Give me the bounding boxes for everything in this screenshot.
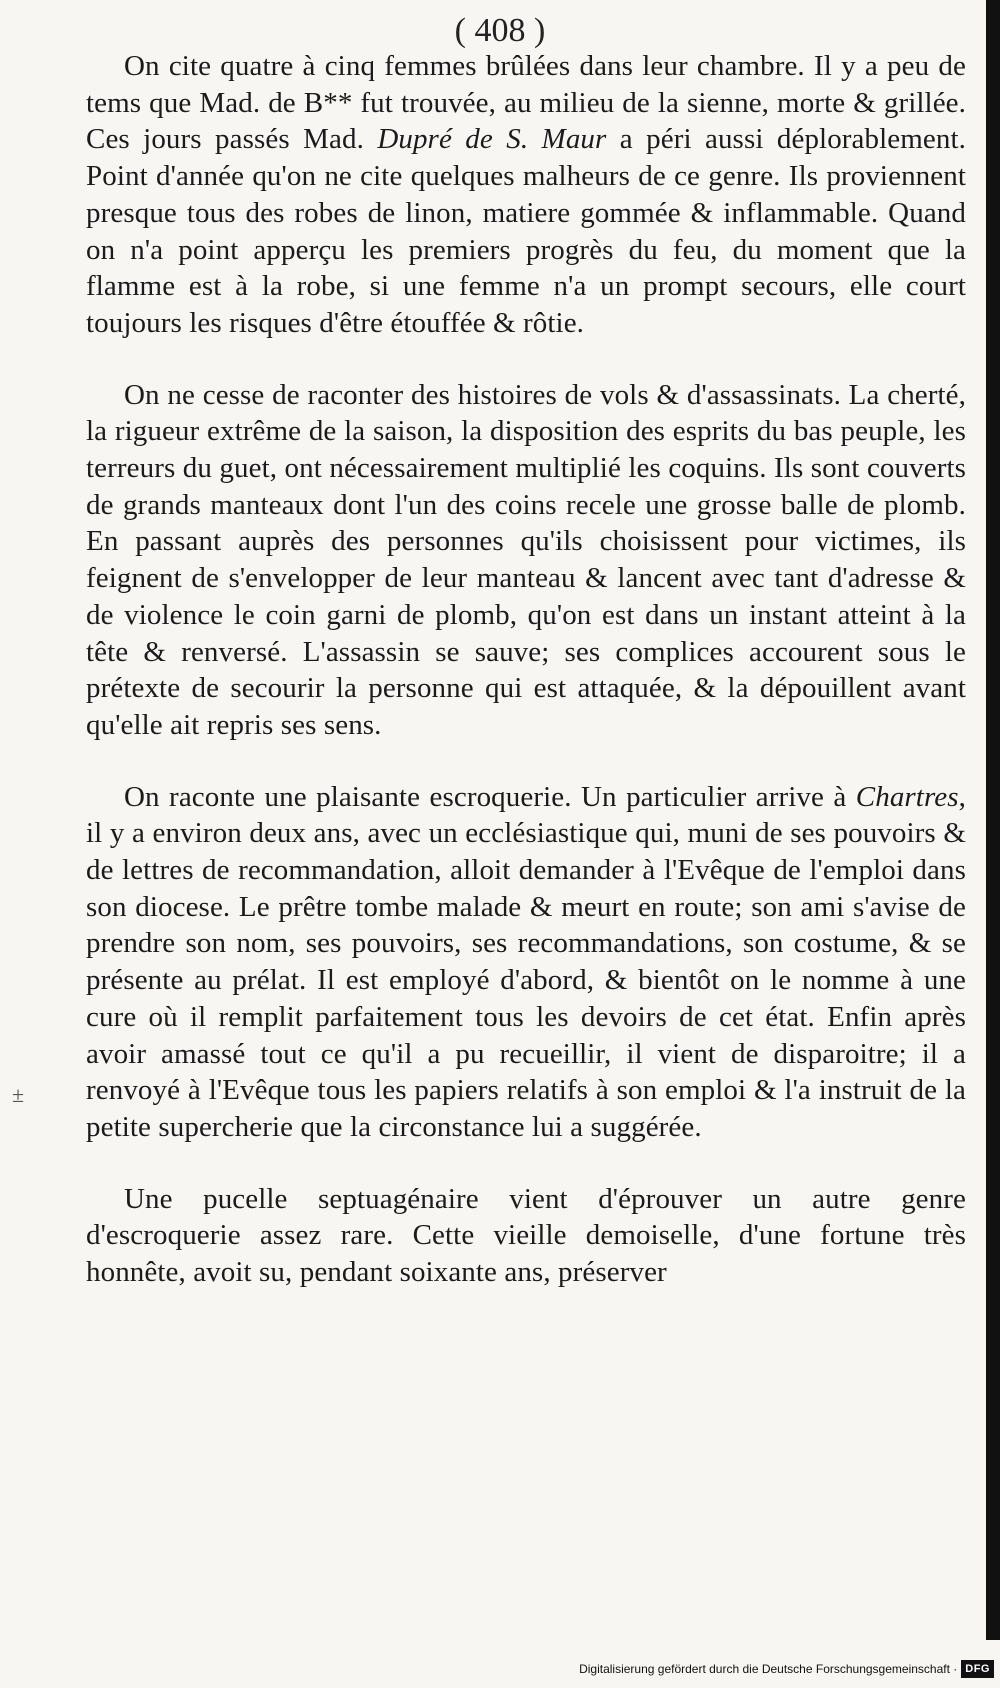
body-text <box>86 48 966 1326</box>
margin-mark: ± <box>12 1082 25 1107</box>
paragraph <box>86 1181 966 1291</box>
italic-text: Dupré de S. Maur <box>377 123 607 156</box>
digitization-credit <box>579 1660 994 1678</box>
text-run: , il y a environ deux ans, avec un ecclésiastique qui, muni de ses pouvoirs & de lettres de recommandation, alloit demander à l'Evêque de l'emploi dans son diocese. Le prêtre tombe malade & meurt en route; son ami s'avise de prendre son nom, ses pouvoirs, ses recommandations, son costume, & se présente au prélat. Il est employé d'abord, & bientôt on le nomme à une cure où il remplit parfaitement tous les devoirs de cet état. Enfin après avoir amassé tout ce qu'il a pu recueillir, il vient de disparoitre; il a renvoyé à l'Evêque tous les papiers relatifs à son emploi & l'a instruit de la petite supercherie que la circonstance lui a suggérée. <box>86 780 966 1143</box>
text-run: Une pucelle septuagénaire vient d'éprouver un autre genre d'escroquerie assez rare. Cette vieille demoiselle, d'une fortune très honnête, avoit su, pendant soixante ans, préserver <box>86 1182 966 1289</box>
text-run: On cite quatre à cinq femmes brûlées dans leur chambre. Il y a peu de tems que Mad. de B** fut trouvée, au milieu de la sienne, morte & grillée. Ces jours passés Mad. <box>86 50 966 156</box>
scan-edge <box>986 0 1000 1640</box>
paragraph <box>86 779 966 1146</box>
text-run: On raconte une plaisante escroquerie. Un particulier arrive à <box>124 780 856 813</box>
page-number: ( 408 ) <box>454 12 546 49</box>
text-run: a péri aussi déplorablement. Point d'année qu'on ne cite quelques malheurs de ce genre. Ils proviennent presque tous des robes de linon, matiere gommée & inflammable. Quand on n'a point apperçu les premiers progrès du feu, du moment que la flamme est à la robe, si une femme n'a un prompt secours, elle court toujours les risques d'être étouffée & rôtie. <box>86 123 966 339</box>
text-run: On ne cesse de raconter des histoires de vols & d'assassinats. La cherté, la rigueur extrême de la saison, la disposition des esprits du bas peuple, les terreurs du guet, ont nécessairement multiplié les coquins. Ils sont couverts de grands manteaux dont l'un des coins recele une grosse balle de plomb. En passant auprès des personnes qu'ils choisissent pour victimes, ils feignent de s'envelopper de leur manteau & lancent avec tant d'adresse & de violence le coin garni de plomb, qu'on est dans un instant atteint à la tête & renversé. L'assassin se sauve; ses complices accourent sous le prétexte de secourir la personne qui est attaquée, & la dépouillent avant qu'elle ait repris ses sens. <box>86 378 966 741</box>
paragraph <box>86 377 966 744</box>
credit-text: Digitalisierung gefördert durch die Deutsche Forschungsgemeinschaft · <box>579 1662 958 1676</box>
italic-text: Chartres <box>855 780 959 813</box>
dfg-logo: DFG <box>961 1660 994 1678</box>
paragraph <box>86 48 966 342</box>
